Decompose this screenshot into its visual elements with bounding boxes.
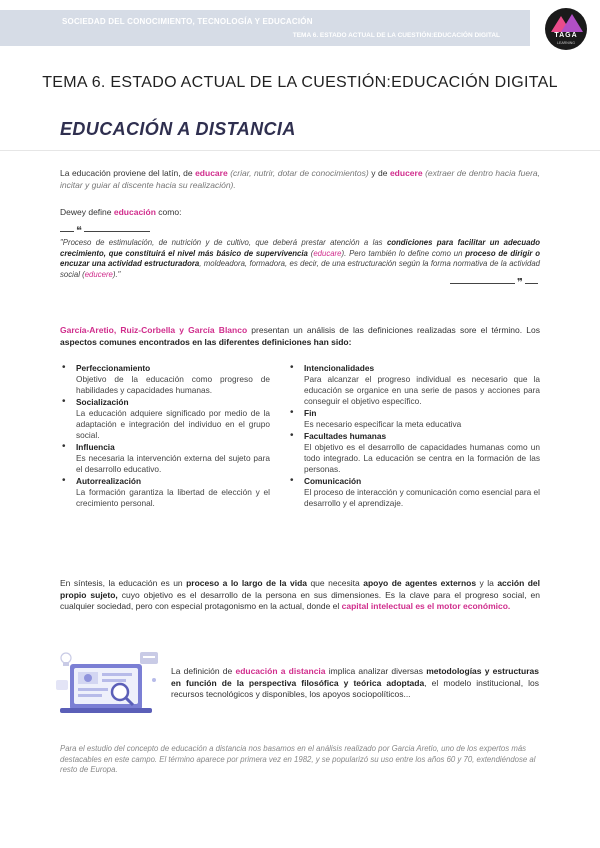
item-desc: Es necesario especificar la meta educativa: [304, 419, 462, 429]
text: implica analizar diversas: [325, 666, 427, 676]
highlight-text: educación a distancia: [235, 666, 326, 676]
aspects-left-column: [60, 363, 270, 510]
text: como:: [155, 207, 182, 217]
bullet-icon: •: [62, 362, 66, 373]
mountain-icon: [561, 14, 583, 32]
bullet-icon: •: [290, 362, 294, 373]
intro-paragraph: [60, 168, 540, 191]
bold-text: proceso a lo largo de la vida: [186, 578, 307, 588]
bold-text: proceso de dirigir o encuzar una actividad estructuradora: [60, 248, 540, 268]
term-educere: educere: [389, 168, 423, 178]
caption-note: Para el estudio del concepto de educación a distancia nos basamos en el análisis realizado por Garcia Aretio, uno de los expertos más destacables en este campo. El término aparece por primera vez en 1982, y se popularizó su uso entre los años 60 y 70, extendiéndose al resto de Europa.: [60, 744, 536, 774]
term-educere: educere: [84, 269, 113, 279]
text: ). Pero también lo define como un: [341, 248, 466, 258]
aspects-right-column: [288, 363, 540, 510]
highlight-text: capital intelectual es el motor económico.: [341, 601, 511, 611]
item-title: Intencionalidades: [304, 363, 375, 373]
item-title: Perfeccionamiento: [76, 363, 151, 373]
text: La definición de: [171, 666, 236, 676]
text: presentan un análisis de las definiciones realizadas sore el término. Los: [247, 325, 540, 335]
item-desc: Objetivo de la educación como progreso de habilidades y capacidades humanas.: [76, 374, 270, 395]
text: , el modelo institucional, los recursos tecnológicos y disponibles, los apoyos sociopolíticos...: [171, 677, 539, 699]
list-item: [60, 442, 270, 475]
header-bar: [0, 10, 530, 46]
bullet-icon: •: [62, 396, 66, 407]
bold-text: aspectos comunes encontrados en las diferentes definiciones han sido:: [60, 336, 352, 347]
bullet-icon: •: [290, 430, 294, 441]
analysis-paragraph: [60, 325, 540, 348]
dewey-quote: [60, 238, 540, 280]
authors: García-Aretio, Ruiz-Corbella y García Blanco: [60, 325, 248, 335]
text: La educación proviene del latín, de: [60, 168, 196, 178]
term-educare: educare: [195, 168, 228, 178]
bullet-icon: •: [62, 475, 66, 486]
item-title: Fin: [304, 408, 317, 418]
list-item: [60, 363, 270, 396]
list-item: [288, 476, 540, 509]
bold-text: condiciones para facilitar un adecuado crecimiento, que constituirá el nivel más básico de supervivencia: [60, 238, 541, 258]
online-learning-illustration: [56, 650, 161, 718]
header-subtitle: TEMA 6. ESTADO ACTUAL DE LA CUESTIÓN:EDUCACIÓN DIGITAL: [292, 32, 500, 39]
bold-text: apoyo de agentes externos: [363, 578, 477, 588]
gloss: (extraer de dentro hacia fuera, incitar y guiar al discente hacia su realización).: [60, 168, 540, 190]
text: que necesita: [307, 578, 364, 588]
item-desc: Es necesaria la intervención externa del sujeto para el desarrollo educativo.: [76, 453, 270, 474]
page-title: TEMA 6. ESTADO ACTUAL DE LA CUESTIÓN:EDUCACIÓN DIGITAL: [42, 74, 558, 91]
logo-text: TAGA: [554, 32, 578, 39]
list-item: [60, 397, 270, 441]
synthesis-paragraph: [60, 578, 540, 613]
item-title: Facultades humanas: [304, 431, 387, 441]
text: (: [307, 248, 314, 258]
text: ).": [112, 269, 121, 279]
item-title: Comunicación: [304, 476, 362, 486]
item-desc: Para alcanzar el progreso individual es necesario que la educación se organice en una serie de pasos y acciones para conseguir el objetivo específico.: [304, 374, 540, 406]
bullet-icon: •: [62, 441, 66, 452]
distance-paragraph: [171, 666, 539, 701]
close-quote-icon: ❞: [517, 277, 523, 289]
list-item: [288, 363, 540, 407]
term-educacion: educación: [113, 207, 156, 217]
text: y la: [476, 578, 498, 588]
dewey-paragraph: [60, 207, 540, 219]
item-desc: La formación garantiza la libertad de elección y el crecimiento personal.: [76, 487, 270, 508]
item-desc: El proceso de interacción y comunicación como esencial para el desarrollo y el aprendizaje.: [304, 487, 540, 508]
bold-text: acción del propio sujeto,: [60, 578, 540, 600]
item-title: Influencia: [76, 442, 115, 452]
item-desc: El objetivo es el desarrollo de capacidades humanas como un todo integrado. La educación se centra en la formación de las personas.: [304, 442, 540, 474]
gloss: (criar, nutrir, dotar de conocimientos): [230, 168, 369, 178]
list-item: [288, 408, 540, 430]
item-title: Autorrealización: [76, 476, 142, 486]
list-item: [288, 431, 540, 475]
bullet-icon: •: [290, 407, 294, 418]
text: , moldeadora, formadora, es decir, de una estructuración según la forma normativa de la actividad social (: [60, 259, 540, 279]
open-quote-icon: ❝: [76, 225, 82, 237]
course-name: SOCIEDAD DEL CONOCIMIENTO, TECNOLOGÍA Y EDUCACIÓN: [62, 17, 313, 26]
bold-text: metodologías y estructuras en función de la perspectiva filosófica y teórica adoptada: [171, 666, 539, 688]
bullet-icon: •: [290, 475, 294, 486]
term-educare: educare: [313, 248, 342, 258]
taga-logo: [545, 8, 587, 50]
text: y de: [368, 168, 390, 178]
item-desc: La educación adquiere significado por medio de la adaptación e integración del individuo en el grupo social.: [76, 408, 270, 440]
divider: [0, 150, 600, 151]
section-title: EDUCACIÓN A DISTANCIA: [60, 119, 296, 139]
text: "Proceso de estimulación, de nutrición y de cultivo, que deberá prestar atención a las: [60, 238, 387, 247]
logo-subtext: LEARNING: [557, 41, 575, 45]
text: En síntesis, la educación es un: [60, 578, 187, 588]
text: cuyo objetivo es el desarrollo de la persona en sus dimensiones. Es la clave para el progreso social, en cualquier sociedad, pero con especial protagonismo en la actual, donde el: [60, 589, 540, 611]
item-title: Socialización: [76, 397, 129, 407]
text: Dewey define: [60, 207, 114, 217]
list-item: [60, 476, 270, 509]
